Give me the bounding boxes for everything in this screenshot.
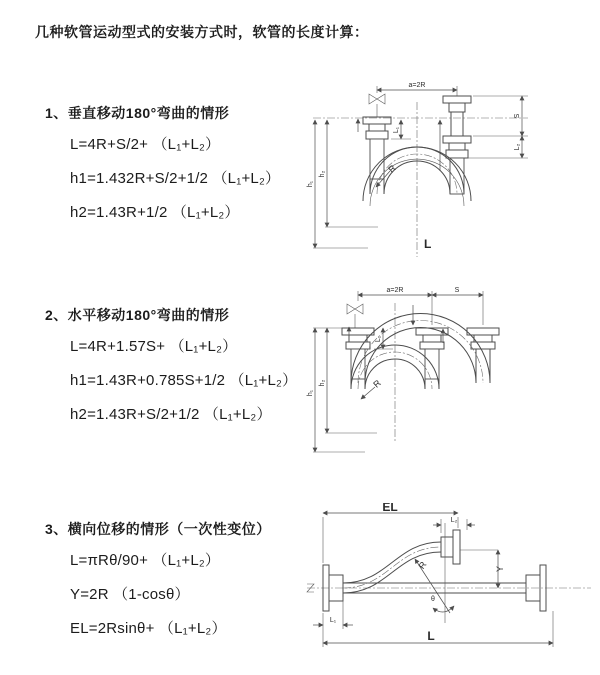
dim-label-s: S [454,287,460,294]
formula-line: L=4R+S/2+ （L₁+L₂） [70,136,221,153]
valve-icon [369,94,385,117]
dim-label-theta: θ [431,596,435,603]
left-flange-hose [363,117,391,194]
dimension-a2r [358,287,432,295]
formula-line: L=πRθ/90+ （L₁+L₂） [70,552,221,569]
dim-label-radius: R [416,559,429,571]
dim-label-el: EL [382,503,398,514]
dimension-s [358,287,483,325]
dimension-length [323,611,553,647]
formula-line: h2=1.43R+S/2+1/2 （L₁+L₂） [70,406,272,423]
centerlines [313,102,528,257]
angle-theta [431,596,454,612]
dim-label-h2: h₂ [319,379,326,387]
dim-label-l1: L₁ [375,335,382,343]
dim-label-length: L [427,629,435,643]
centerline [307,584,591,592]
dimension-h2 [319,120,378,227]
dimension-l1 [313,597,353,647]
dim-label-h1: h₁ [307,180,314,188]
valve-icon [347,304,363,328]
section-2 [45,305,297,437]
formula-line: EL=2Rsinθ+ （L₁+L₂） [70,620,227,637]
dim-label-h1: h₁ [307,389,314,397]
section-1 [45,103,280,235]
formula-line: Y=2R （1-cosθ） [70,586,190,603]
page-title: 几种软管运动型式的安装方式时，软管的长度计算： [35,24,369,40]
dimension-h1 [307,328,365,452]
dimension-a2r [377,82,457,96]
section-3-heading: 3、横向位移的情形（一次性变位） [45,521,271,537]
dim-label-l2: L₂ [514,143,521,151]
dimension-l1 [374,328,393,349]
dimension-h1 [307,120,368,248]
section-1-heading: 1、垂直移动180°弯曲的情形 [45,105,230,121]
dimension-s [473,96,528,136]
section-2-heading: 2、水平移动180°弯曲的情形 [45,307,230,323]
dim-label-h2: h₂ [319,170,326,178]
dim-label-span: a=2R [408,82,426,89]
dimension-l2 [466,136,528,158]
formula-line: h1=1.432R+S/2+1/2 （L₁+L₂） [70,170,281,187]
dimension-l2 [433,517,475,533]
dim-label-span: a=2R [386,287,404,294]
formula-line: h2=1.43R+1/2 （L₁+L₂） [70,204,240,221]
dimension-y [460,550,505,588]
dimension-el [323,503,458,563]
hose-displaced-position [343,530,460,593]
dim-label-radius: R [371,377,383,390]
dim-label-length: L [424,237,432,251]
dim-label-radius: R [386,162,398,175]
dimension-l1 [391,120,411,139]
formula-line: L=4R+1.57S+ （L₁+L₂） [70,338,238,355]
dim-label-l1: L₁ [329,617,337,624]
vertical-bend-diagram [306,76,554,260]
dim-label-l2: L₂ [450,517,458,524]
section-3 [45,519,271,651]
dim-label-y: Y [495,565,505,573]
dim-label-s: S [514,113,521,119]
horizontal-bend-diagram [305,283,565,455]
radius-leader [361,378,383,399]
radius-leader [415,523,450,623]
lateral-displacement-diagram [303,503,595,655]
dim-label-l1: L₁ [393,126,400,134]
formula-line: h1=1.43R+0.785S+1/2 （L₁+L₂） [70,372,298,389]
dimension-h2 [319,328,377,433]
